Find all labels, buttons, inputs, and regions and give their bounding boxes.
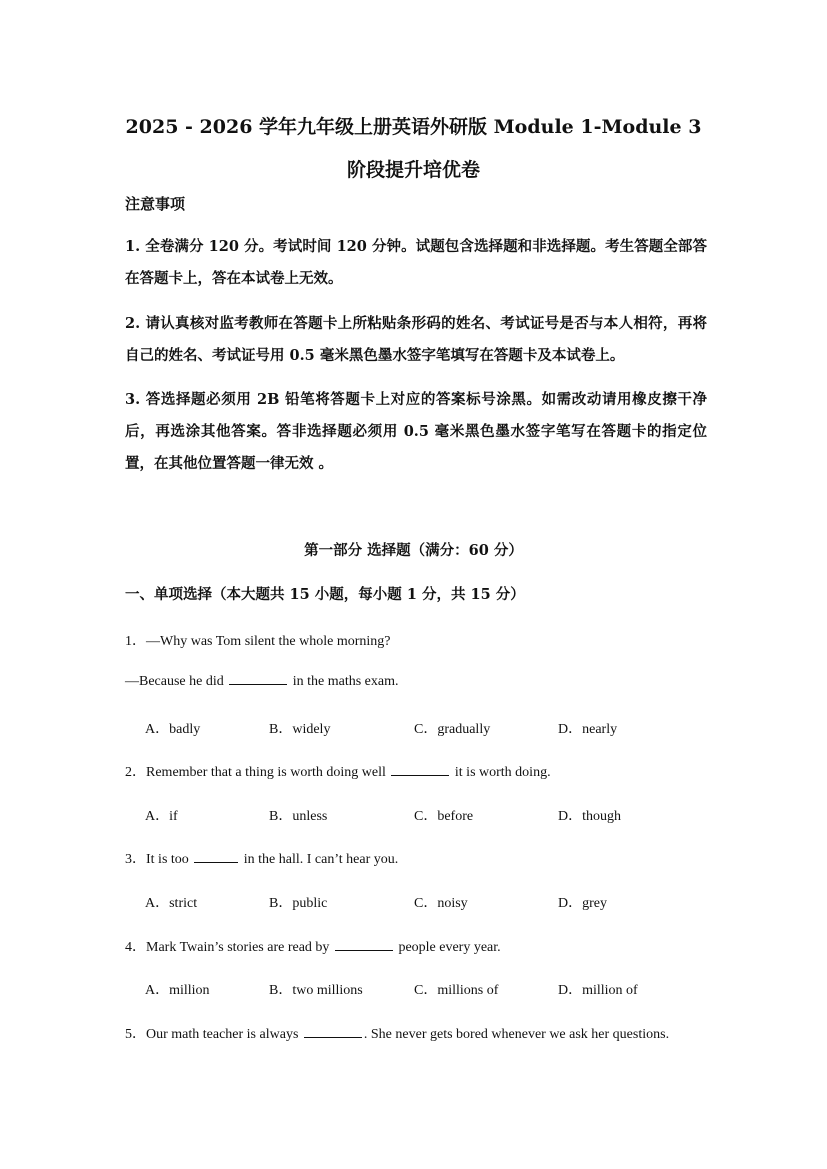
section-heading: 一、单项选择（本大题共 15 小题，每小题 1 分，共 15 分）: [125, 586, 525, 603]
option-a: A．if: [145, 809, 178, 824]
question-4: [125, 936, 501, 956]
answer-blank: [194, 861, 238, 863]
question-text: 4．Mark Twain’s stories are read by: [125, 940, 333, 955]
question-text: people every year.: [394, 940, 501, 955]
option-d: D．million of: [558, 983, 638, 998]
option-b: B．widely: [269, 722, 331, 737]
notes-heading: 注意事项: [125, 195, 186, 213]
option-b: B．two millions: [269, 983, 363, 998]
question-text: in the maths exam.: [289, 674, 399, 689]
option-a: A．badly: [145, 722, 201, 737]
question-text: . She never gets bored whenever we ask her questions.: [363, 1027, 670, 1042]
answer-blank: [304, 1036, 362, 1038]
option-b: B．public: [269, 896, 328, 911]
question-text: 5．Our math teacher is always: [125, 1027, 302, 1042]
question-text: 2．Remember that a thing is worth doing well: [125, 765, 390, 780]
exam-title-line2: 阶段提升培优卷: [346, 159, 480, 181]
question-2: [125, 761, 551, 781]
note-item-1: 1. 全卷满分 120 分。考试时间 120 分钟。试题包含选择题和非选择题。考生答题全部答在答题卡上，答在本试卷上无效。: [125, 238, 707, 287]
option-a: A．million: [145, 983, 210, 998]
question-text: —Because he did: [125, 674, 228, 689]
note-item-2: 2. 请认真核对监考教师在答题卡上所粘贴条形码的姓名、考试证号是否与本人相符，再将自己的姓名、考试证号用 0.5 毫米黑色墨水签字笔填写在答题卡及本试卷上。: [125, 315, 707, 364]
option-a: A．strict: [145, 896, 198, 911]
option-d: D．grey: [558, 896, 607, 911]
question-3: [125, 848, 398, 868]
answer-blank: [335, 949, 393, 951]
part-heading: 第一部分 选择题（满分：60 分）: [304, 542, 523, 559]
question-1-line1: 1．—Why was Tom silent the whole morning?: [125, 634, 391, 649]
option-d: D．though: [558, 809, 621, 824]
question-text: in the hall. I can’t hear you.: [240, 852, 399, 867]
question-text: 3．It is too: [125, 852, 193, 867]
option-c: C．before: [414, 809, 474, 824]
option-d: D．nearly: [558, 722, 618, 737]
answer-blank: [391, 774, 449, 776]
option-b: B．unless: [269, 809, 328, 824]
question-5: [125, 1023, 669, 1043]
option-c: C．millions of: [414, 983, 499, 998]
option-c: C．noisy: [414, 896, 468, 911]
option-c: C．gradually: [414, 722, 491, 737]
exam-title-line1: 2025 - 2026 学年九年级上册英语外研版 Module 1-Module 3: [125, 116, 702, 138]
note-item-3: 3. 答选择题必须用 2B 铅笔将答题卡上对应的答案标号涂黑。如需改动请用橡皮擦干净后，再选涂其他答案。答非选择题必须用 0.5 毫米黑色墨水签字笔写在答题卡的指定位置，在其他位置答题一律无效 。: [125, 391, 707, 472]
answer-blank: [229, 683, 287, 685]
question-1-line2: [125, 674, 399, 690]
question-text: it is worth doing.: [451, 765, 551, 780]
